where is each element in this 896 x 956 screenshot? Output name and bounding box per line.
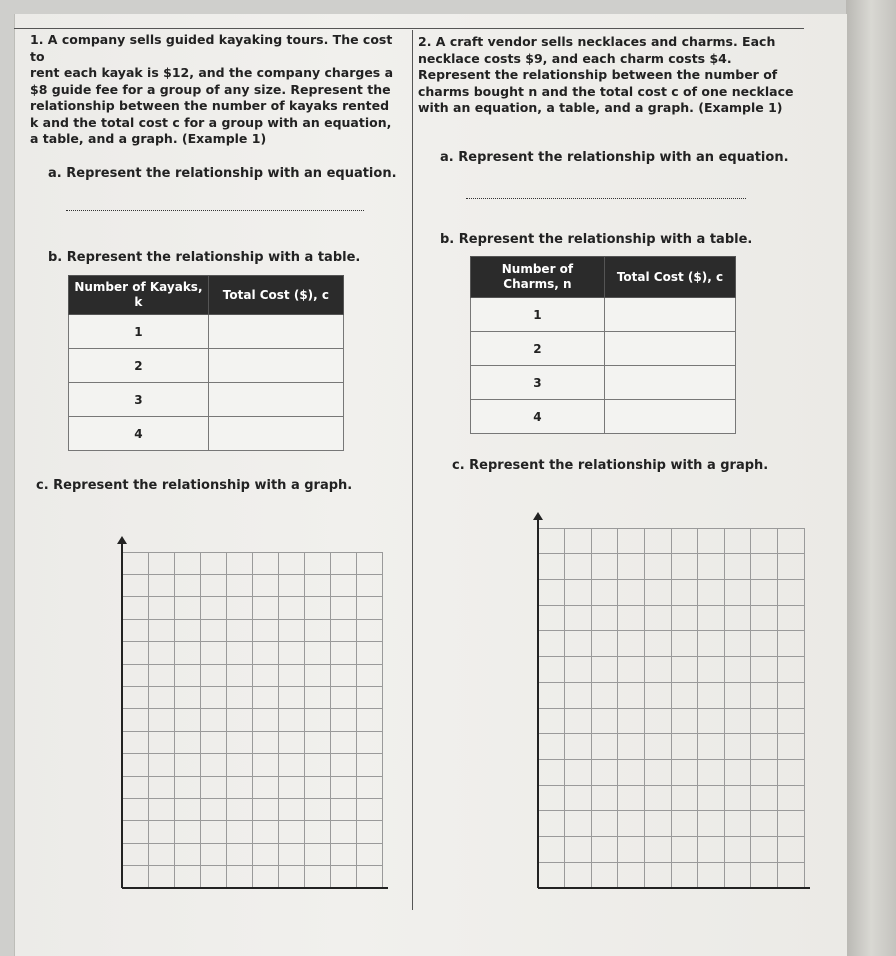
y-axis xyxy=(121,542,123,888)
grid-line-horizontal xyxy=(538,605,804,606)
charms-table xyxy=(470,256,736,434)
kayak-table-header-k: Number of Kayaks, k xyxy=(69,276,209,315)
grid-line-vertical xyxy=(226,552,227,888)
kayak-table-header-c: Total Cost ($), c xyxy=(208,276,343,315)
grid-line-horizontal xyxy=(538,630,804,631)
grid-line-horizontal xyxy=(538,862,804,863)
kayak-table-c-cell[interactable] xyxy=(208,383,343,417)
grid-line-vertical xyxy=(304,552,305,888)
charms-table-header-n: Number of Charms, n xyxy=(471,257,605,298)
charms-table-n-cell: 3 xyxy=(471,366,605,400)
problem-1-text: 1. A company sells guided kayaking tours. The cost to rent each kayak is $12, and the company charges a $8 guide fee for a group of any size. Represent the relationship between the number of kayaks rented k and the total cost c for a group with an equation, a table, and a graph. (Example 1) xyxy=(30,32,394,146)
grid-line-horizontal xyxy=(538,579,804,580)
grid-line-horizontal xyxy=(538,656,804,657)
page-edge-shadow xyxy=(846,0,896,956)
grid-line-horizontal xyxy=(538,528,804,529)
grid-line-horizontal xyxy=(122,596,382,597)
problem-1-equation-answer-line[interactable] xyxy=(66,210,364,211)
grid-line-vertical xyxy=(252,552,253,888)
grid-line-horizontal xyxy=(122,574,382,575)
kayak-table-k-cell: 4 xyxy=(69,417,209,451)
grid-line-horizontal xyxy=(122,843,382,844)
kayak-table-k-cell: 3 xyxy=(69,383,209,417)
charms-table-c-cell[interactable] xyxy=(604,332,735,366)
charms-table-c-cell[interactable] xyxy=(604,366,735,400)
grid-line-horizontal xyxy=(538,682,804,683)
problem-1-part-b: b. Represent the relationship with a table. xyxy=(48,250,361,265)
problem-2-text: 2. A craft vendor sells necklaces and charms. Each necklace costs $9, and each charm costs $4. Represent the relationship between the number of charms bought n and the total cost c of one necklace with an equation, a table, and a graph. (Example 1) xyxy=(418,34,794,115)
grid-line-horizontal xyxy=(122,820,382,821)
y-axis-arrow xyxy=(533,512,543,520)
grid-line-horizontal xyxy=(122,686,382,687)
grid-line-vertical xyxy=(278,552,279,888)
x-axis xyxy=(122,887,388,889)
grid-line-horizontal xyxy=(538,836,804,837)
kayak-table xyxy=(68,275,344,451)
charms-table-n-cell: 4 xyxy=(471,400,605,434)
problem-1-part-a: a. Represent the relationship with an equation. xyxy=(48,166,397,181)
grid-line-horizontal xyxy=(122,776,382,777)
grid-line-vertical xyxy=(148,552,149,888)
grid-line-horizontal xyxy=(538,785,804,786)
grid-line-horizontal xyxy=(122,865,382,866)
kayak-table-c-cell[interactable] xyxy=(208,417,343,451)
grid-line-horizontal xyxy=(538,553,804,554)
grid-line-horizontal xyxy=(538,810,804,811)
grid-line-vertical xyxy=(330,552,331,888)
problem-2-part-a: a. Represent the relationship with an equation. xyxy=(440,150,789,165)
grid-line-horizontal xyxy=(538,708,804,709)
charms-table-n-cell: 1 xyxy=(471,298,605,332)
grid-line-vertical xyxy=(356,552,357,888)
y-axis-arrow xyxy=(117,536,127,544)
problem-1-part-c: c. Represent the relationship with a graph. xyxy=(36,478,353,493)
problem-2-part-c: c. Represent the relationship with a graph. xyxy=(452,458,769,473)
charms-table-n-cell: 2 xyxy=(471,332,605,366)
grid-line-vertical xyxy=(174,552,175,888)
grid-line-horizontal xyxy=(122,641,382,642)
top-rule xyxy=(14,28,804,29)
problem-2-equation-answer-line[interactable] xyxy=(466,198,746,199)
charms-table-c-cell[interactable] xyxy=(604,298,735,332)
grid-line-horizontal xyxy=(122,708,382,709)
x-axis xyxy=(538,887,810,889)
grid-line-vertical xyxy=(200,552,201,888)
charms-table-c-cell[interactable] xyxy=(604,400,735,434)
charms-table-header-c: Total Cost ($), c xyxy=(604,257,735,298)
grid-line-horizontal xyxy=(122,753,382,754)
grid-line-horizontal xyxy=(122,731,382,732)
grid-line-horizontal xyxy=(538,759,804,760)
kayak-table-k-cell: 1 xyxy=(69,315,209,349)
kayak-table-c-cell[interactable] xyxy=(208,349,343,383)
grid-line-horizontal xyxy=(538,733,804,734)
column-divider xyxy=(412,30,413,910)
kayak-table-k-cell: 2 xyxy=(69,349,209,383)
grid-line-horizontal xyxy=(122,798,382,799)
problem-2-part-b: b. Represent the relationship with a table. xyxy=(440,232,753,247)
grid-line-horizontal xyxy=(122,664,382,665)
grid-line-vertical xyxy=(382,552,383,888)
grid-line-horizontal xyxy=(122,619,382,620)
grid-line-horizontal xyxy=(122,552,382,553)
y-axis xyxy=(537,518,539,888)
kayak-table-c-cell[interactable] xyxy=(208,315,343,349)
